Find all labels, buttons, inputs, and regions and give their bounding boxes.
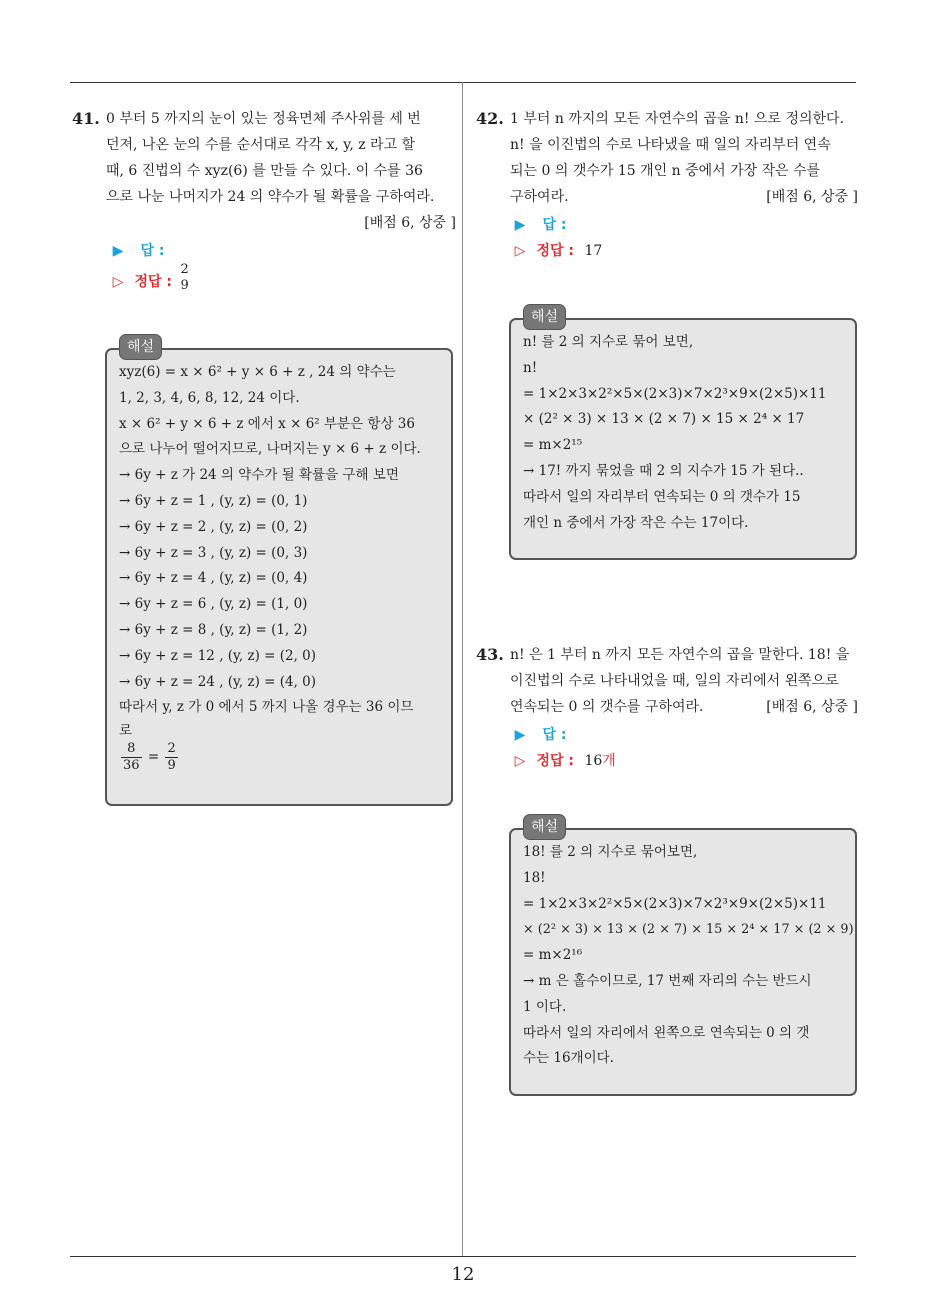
problem-line: n! 은 1 부터 n 까지 모든 자연수의 곱을 말한다. 18! 을 <box>510 647 850 663</box>
answer-fraction <box>178 262 190 294</box>
top-rule <box>70 82 856 83</box>
problem-number: 41. <box>72 109 100 128</box>
solution-line: 로 <box>119 723 133 740</box>
fraction-denominator: 9 <box>167 758 176 774</box>
answer-unit: 개 <box>602 753 616 769</box>
solution-line: → m 은 홀수이므로, 17 번째 자리의 수는 반드시 <box>523 972 812 989</box>
solution-line: = m×2¹⁶ <box>523 947 583 964</box>
solution-line: xyz(6) = x × 6² + y × 6 + z , 24 의 약수는 <box>119 364 396 380</box>
solution-line: = 1×2×3×2²×5×(2×3)×7×2³×9×(2×5)×11 <box>523 385 827 402</box>
solution-line: 따라서 y, z 가 0 에서 5 까지 나올 경우는 36 이므 <box>119 699 414 716</box>
problem-line <box>510 694 858 720</box>
problem-line <box>510 184 858 210</box>
open-triangle-icon: ▷ <box>112 274 124 290</box>
fraction-numerator: 2 <box>167 741 176 757</box>
problem-43 <box>476 642 858 720</box>
column-divider <box>462 82 463 1256</box>
solution-line: → 6y + z = 2 , (y, z) = (0, 2) <box>119 518 308 535</box>
answer-label: 답 : <box>542 727 567 743</box>
open-triangle-icon: ▷ <box>514 753 526 769</box>
solution-tag: 해설 <box>523 814 566 840</box>
solution-tag: 해설 <box>119 334 162 360</box>
problem-text <box>510 642 858 720</box>
problem-line: 이진법의 수로 나타내었을 때, 일의 자리에서 왼쪽으로 <box>510 673 839 689</box>
problem-last-line: 구하여라. <box>510 189 569 205</box>
problem-text <box>106 106 456 236</box>
problem-line: 던져, 나온 눈의 수를 순서대로 각각 x, y, z 라고 할 <box>106 137 416 153</box>
problem-line: 때, 6 진법의 수 xyz(6) 를 만들 수 있다. 이 수를 36 <box>106 163 423 179</box>
solution-tag: 해설 <box>523 304 566 330</box>
answer-row <box>512 214 566 240</box>
answer-label: 답 : <box>542 217 567 233</box>
answer-value: 17 <box>584 243 603 259</box>
problem-number: 42. <box>476 109 504 128</box>
solution-line: → 6y + z 가 24 의 약수가 될 확률을 구해 보면 <box>119 467 399 484</box>
fraction-numerator: 2 <box>180 262 189 277</box>
play-icon: ▶ <box>514 727 526 743</box>
correct-label: 정답 : <box>134 274 172 290</box>
correct-answer-row <box>110 262 193 293</box>
problem-last-line: 연속되는 0 의 갯수를 구하여라. <box>510 699 704 715</box>
solution-line: 수는 16개이다. <box>523 1050 614 1067</box>
solution-line: → 6y + z = 6 , (y, z) = (1, 0) <box>119 596 308 613</box>
solution-line: n! <box>523 359 538 376</box>
solution-line: → 6y + z = 3 , (y, z) = (0, 3) <box>119 544 308 561</box>
equals-sign: = <box>147 749 160 766</box>
problem-meta: [배점 6, 상중 ] <box>766 189 858 205</box>
play-icon: ▶ <box>514 217 526 233</box>
problem-line: 되는 0 의 갯수가 15 개인 n 중에서 가장 작은 수를 <box>510 163 821 179</box>
solution-box-43 <box>509 819 857 1096</box>
play-icon: ▶ <box>112 243 124 259</box>
bottom-rule <box>70 1256 856 1257</box>
solution-line: x × 6² + y × 6 + z 에서 x × 6² 부분은 항상 36 <box>119 415 415 432</box>
solution-line: → 6y + z = 1 , (y, z) = (0, 1) <box>119 492 308 509</box>
problem-line: 1 부터 n 까지의 모든 자연수의 곱을 n! 으로 정의한다. <box>510 111 845 127</box>
problem-line: 0 부터 5 까지의 눈이 있는 정육면체 주사위를 세 번 <box>106 111 421 127</box>
solution-line: → 6y + z = 24 , (y, z) = (4, 0) <box>119 673 317 690</box>
solution-line: 1 이다. <box>523 998 567 1015</box>
solution-line: = 1×2×3×2²×5×(2×3)×7×2³×9×(2×5)×11 <box>523 895 827 912</box>
solution-line: → 6y + z = 8 , (y, z) = (1, 2) <box>119 621 308 638</box>
solution-line: 18! <box>523 869 546 886</box>
answer-label: 답 : <box>140 243 165 259</box>
solution-line: 따라서 일의 자리부터 연속되는 0 의 갯수가 15 <box>523 488 801 505</box>
solution-line: 으로 나누어 떨어지므로, 나머지는 y × 6 + z 이다. <box>119 441 421 458</box>
solution-line: 18! 를 2 의 지수로 묶어보면, <box>523 844 698 860</box>
solution-line: × (2² × 3) × 13 × (2 × 7) × 15 × 2⁴ × 17 <box>523 411 805 428</box>
solution-line: → 17! 까지 묶었을 때 2 의 지수가 15 가 된다.. <box>523 462 804 479</box>
correct-label: 정답 : <box>536 753 574 769</box>
answer-value: 16 <box>584 753 603 769</box>
problem-meta: [배점 6, 상중 ] <box>766 699 858 715</box>
solution-box-41 <box>105 339 453 806</box>
problem-number: 43. <box>476 645 504 664</box>
solution-line: → 6y + z = 4 , (y, z) = (0, 4) <box>119 570 308 587</box>
fraction-denominator: 9 <box>180 278 189 293</box>
fraction-numerator: 8 <box>121 741 142 758</box>
problem-41 <box>72 106 456 236</box>
problem-line: n! 을 이진법의 수로 나타냈을 때 일의 자리부터 연속 <box>510 137 831 153</box>
problem-42 <box>476 106 858 210</box>
solution-line: 1, 2, 3, 4, 6, 8, 12, 24 이다. <box>119 389 300 406</box>
solution-line: n! 를 2 의 지수로 묶어 보면, <box>523 334 694 350</box>
solution-line: → 6y + z = 12 , (y, z) = (2, 0) <box>119 647 317 664</box>
correct-answer-row <box>512 750 616 776</box>
fraction <box>121 741 142 774</box>
correct-label: 정답 : <box>536 243 574 259</box>
solution-box-42 <box>509 309 857 560</box>
solution-fraction-line <box>119 741 439 774</box>
problem-meta: [배점 6, 상중 ] <box>364 215 456 231</box>
problem-line: 으로 나눈 나머지가 24 의 약수가 될 확률을 구하여라. <box>106 189 435 205</box>
open-triangle-icon: ▷ <box>514 243 526 259</box>
correct-answer-row <box>512 240 602 266</box>
solution-line: 따라서 일의 자리에서 왼쪽으로 연속되는 0 의 갯 <box>523 1024 810 1041</box>
page-number: 12 <box>451 1264 475 1285</box>
solution-line: 개인 n 중에서 가장 작은 수는 17이다. <box>523 514 749 531</box>
answer-row <box>110 240 164 266</box>
fraction <box>165 741 177 774</box>
answer-row <box>512 724 566 750</box>
problem-text <box>510 106 858 210</box>
fraction-denominator: 36 <box>123 758 140 774</box>
solution-line: = m×2¹⁵ <box>523 437 583 454</box>
solution-line: × (2² × 3) × 13 × (2 × 7) × 15 × 2⁴ × 17 × (2 × 9) <box>523 922 854 938</box>
